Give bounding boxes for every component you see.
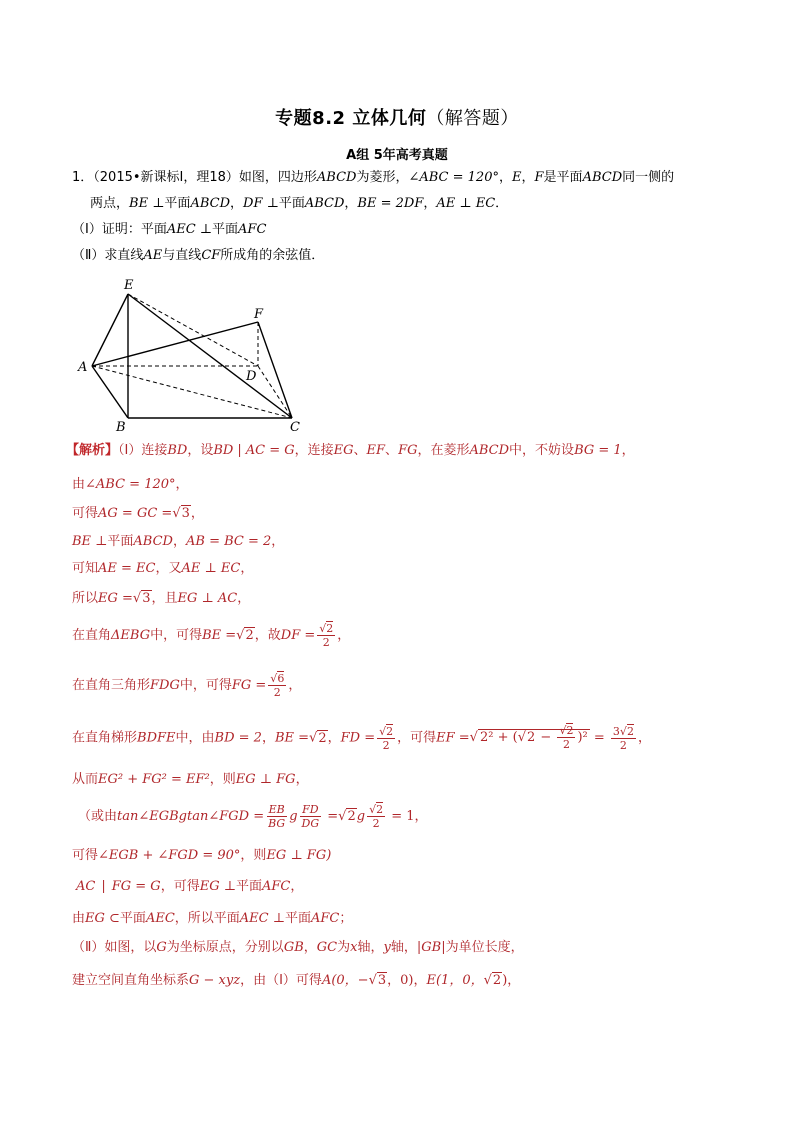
edge-AE — [92, 294, 128, 366]
solution-line-3: 可得AG = GC =√3， — [72, 506, 204, 521]
analysis-tag: 【解析】 — [66, 443, 119, 458]
solution-line-11: （或由tan∠EGBgtan∠FGD = $\frac{EB}{BG}$ g $\frac{FD}{DG}$ =√2g $\frac{√2}{2}$ = 1， — [78, 803, 428, 830]
solution-line-8: 在直角三角形FDG中，可得FG = $\frac{√6}{2}$ ， — [72, 672, 302, 699]
solution-line-2: 由∠ABC = 120°， — [72, 477, 189, 492]
label-B: B — [116, 420, 126, 435]
solution-line-13: AC | FG = G，可得EG ⊥平面AFC， — [76, 879, 304, 894]
label-A: A — [78, 360, 88, 375]
problem-line-1: 1．（2015•新课标Ⅰ，理18）如图，四边形ABCD为菱形，∠ABC = 120°，E，F是平面ABCD同一侧的 — [72, 170, 675, 185]
solution-line-9: 在直角梯形BDFE中，由BD = 2，BE =√2，FD = $\frac{√2}{2}$ ，可得EF =√ 2² + (√2 − $\frac{√2}{2}$ )² = $\frac{3√2}{2}$ ， — [72, 724, 651, 752]
solution-line-15: （Ⅱ）如图，以G为坐标原点，分别以GB，GC为x轴，y轴，|GB|为单位长度， — [72, 940, 524, 955]
title-main: 专题8.2 立体几何 — [275, 108, 427, 129]
label-F: F — [254, 307, 264, 322]
solution-line-16: 建立空间直角坐标系G − xyz，由（Ⅰ）可得A(0，−√3，0)，E(1，0，√2)， — [72, 973, 521, 988]
edge-ED-hidden — [128, 294, 258, 366]
solution-line-10: 从而EG² + FG² = EF²，则EG ⊥ FG， — [72, 772, 309, 787]
geometry-figure — [72, 274, 312, 436]
edge-AF — [92, 322, 258, 366]
problem-part-2: （Ⅱ）求直线AE与直线CF所成角的余弦值． — [72, 248, 325, 263]
page-title — [0, 104, 794, 130]
label-E: E — [124, 278, 134, 293]
edge-CF — [258, 322, 292, 418]
solution-line-6: 所以EG =√3，且EG ⊥ AC， — [72, 591, 251, 606]
section-heading: A组 5年高考真题 — [346, 148, 448, 163]
problem-line-2: 两点，BE ⊥平面ABCD，DF ⊥平面ABCD，BE = 2DF，AE ⊥ EC． — [90, 196, 509, 211]
title-subtitle: （解答题） — [426, 108, 519, 129]
label-C: C — [290, 420, 300, 435]
solution-line-5: 可知AE = EC，又AE ⊥ EC， — [72, 561, 254, 576]
solution-line-4: BE ⊥平面ABCD，AB = BC = 2， — [72, 534, 285, 549]
problem-part-1: （Ⅰ）证明：平面AEC ⊥平面AFC — [72, 222, 267, 237]
edge-EC — [128, 294, 292, 418]
solution-line-1: 【解析】（Ⅰ）连接BD，设BD | AC = G，连接EG、EF、FG，在菱形ABCD中，不妨设BG = 1， — [66, 443, 635, 458]
solution-line-14: 由EG ⊂平面AEC，所以平面AEC ⊥平面AFC； — [72, 911, 353, 926]
label-D: D — [246, 369, 257, 384]
solution-line-12: 可得∠EGB + ∠FGD = 90°，则EG ⊥ FG) — [72, 848, 332, 863]
solution-line-7: 在直角ΔEBG中，可得BE =√2，故DF = $\frac{√2}{2}$ ， — [72, 622, 351, 649]
